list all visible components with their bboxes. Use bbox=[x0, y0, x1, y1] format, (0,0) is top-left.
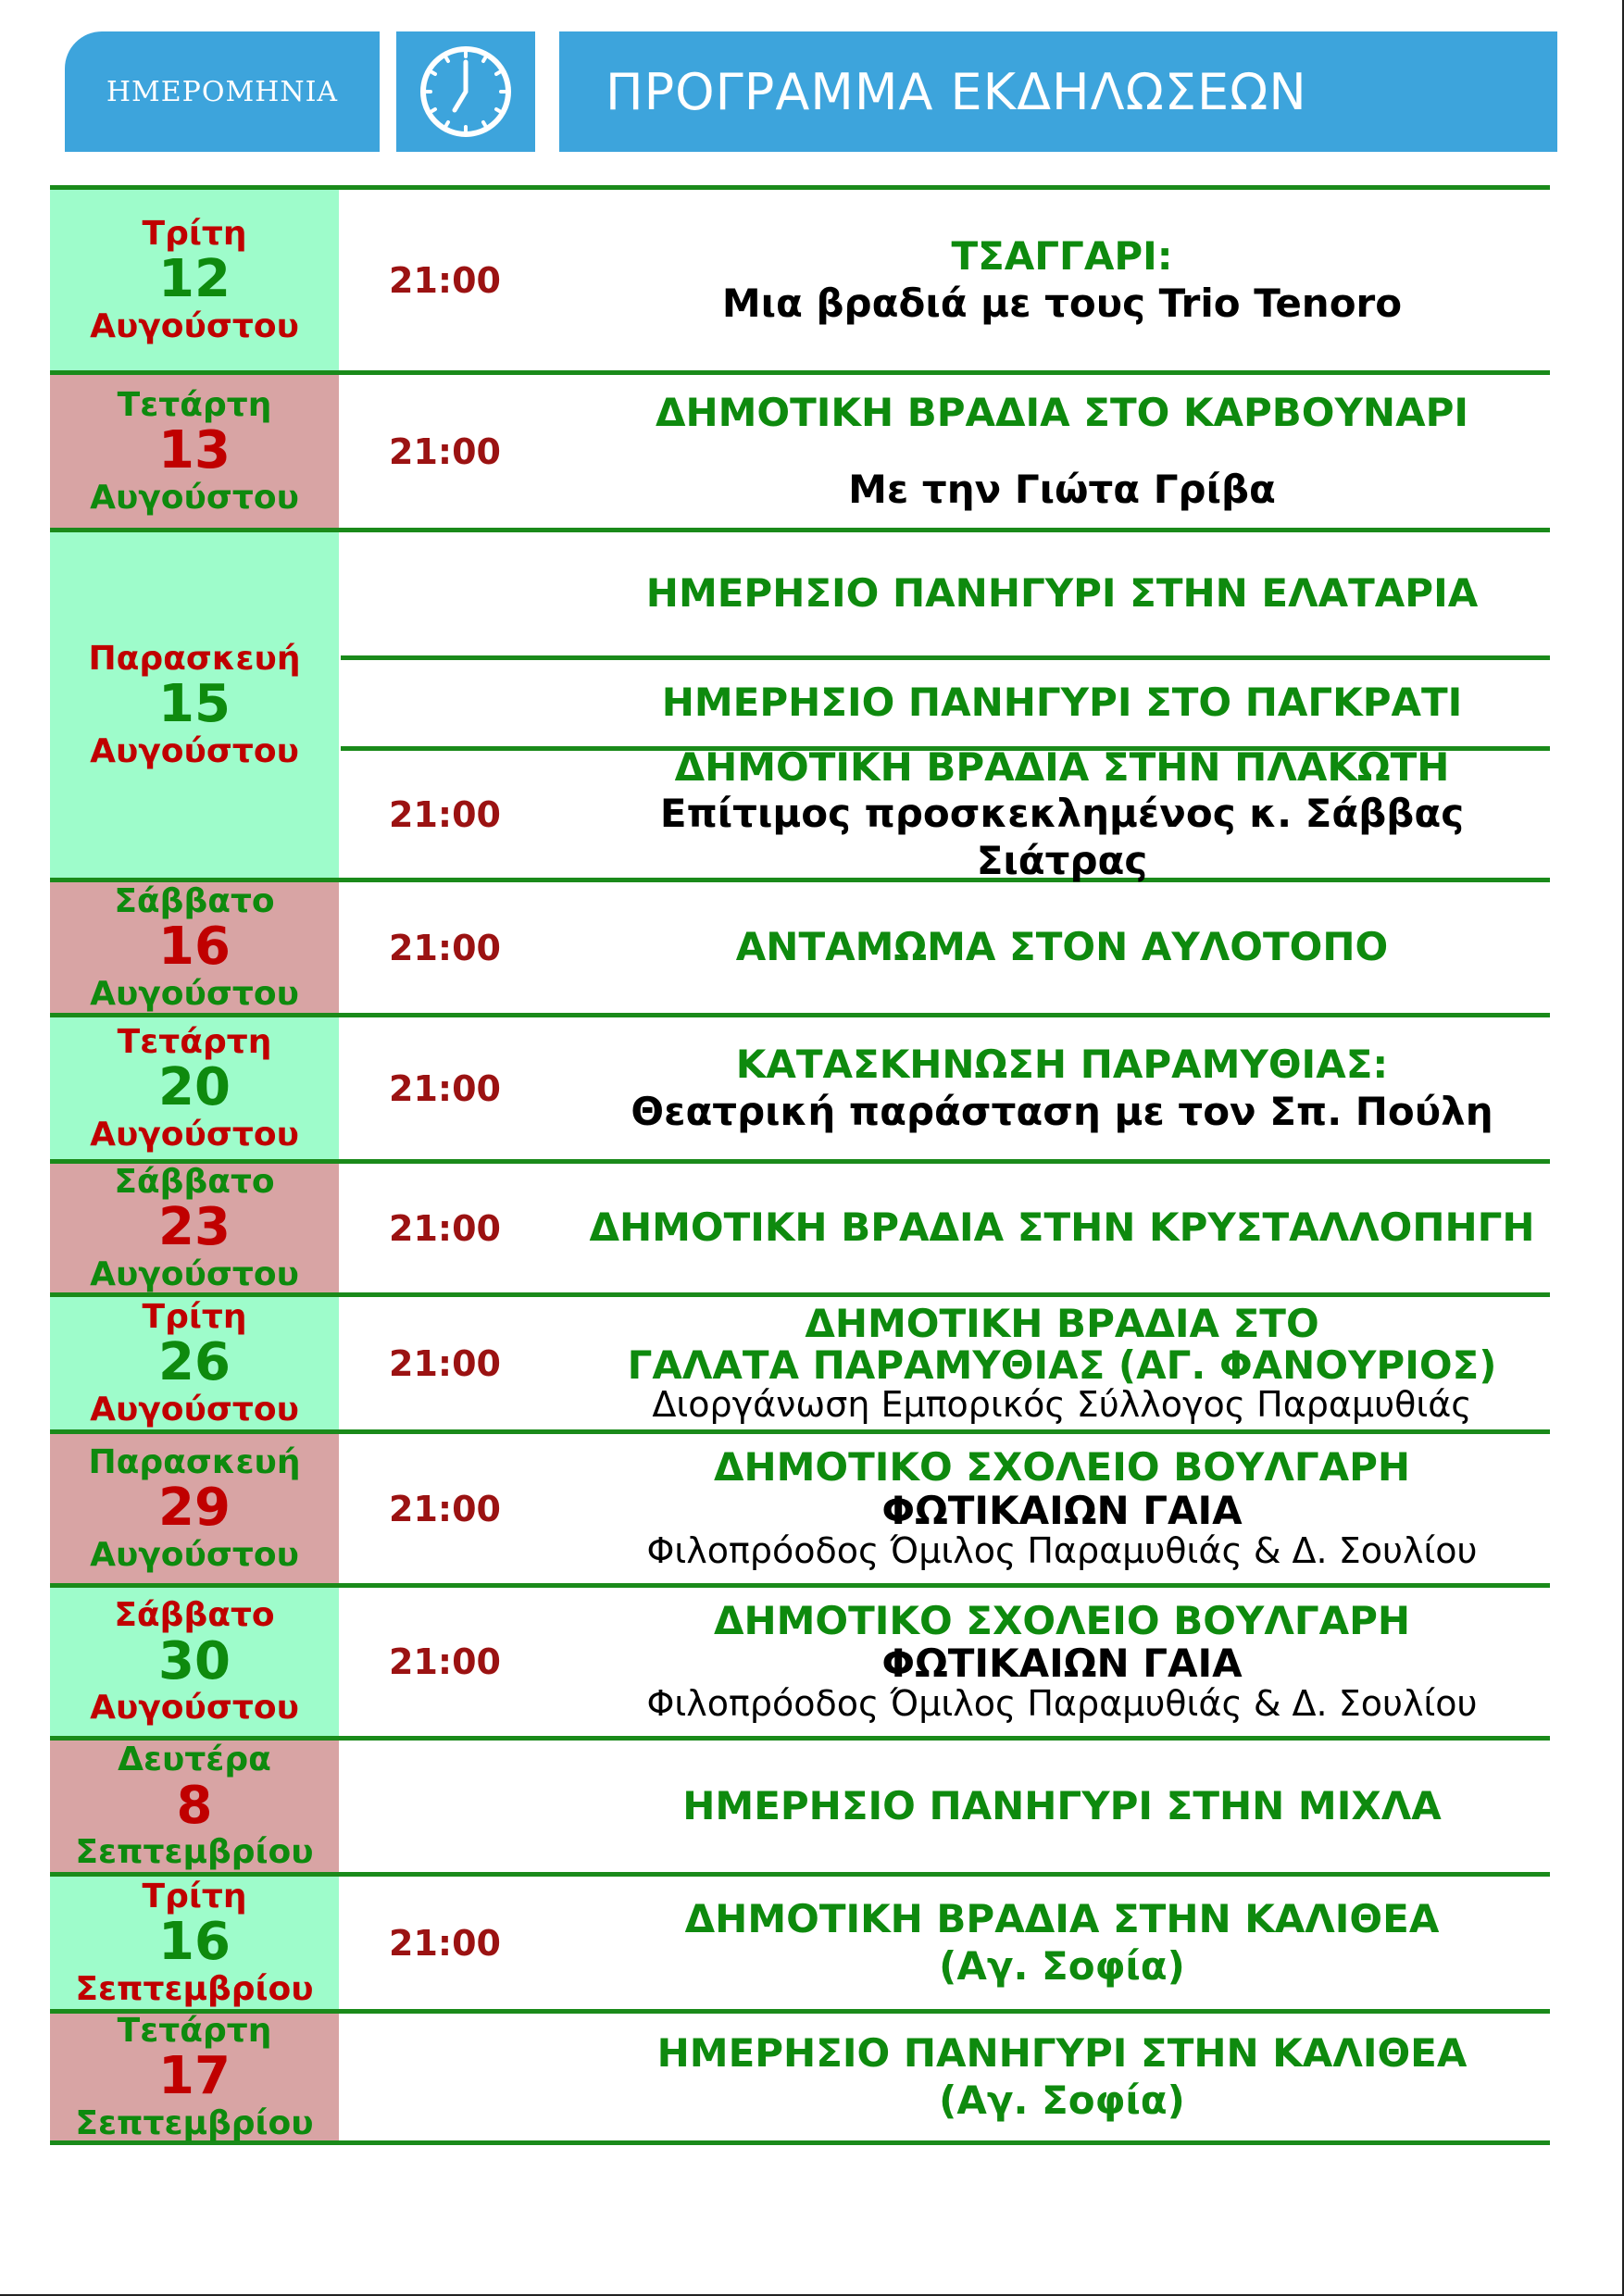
day-name: Τετάρτη bbox=[117, 2011, 272, 2050]
event-subtitle: ΦΩΤΙΚΑΙΩΝ ΓΑΙΑ bbox=[881, 1487, 1243, 1533]
event-time: 21:00 bbox=[389, 1922, 501, 1964]
date-cell bbox=[50, 1297, 339, 1429]
day-name: Παρασκευή bbox=[88, 1442, 301, 1481]
event-time: 21:00 bbox=[389, 1207, 501, 1249]
date-label-text: ΗΜΕΡΟΜΗΝΙΑ bbox=[106, 75, 339, 108]
month-name: Αυγούστου bbox=[90, 1390, 299, 1429]
day-name: Σάββατο bbox=[114, 1162, 275, 1201]
event-cell bbox=[574, 1164, 1550, 1292]
day-number: 16 bbox=[158, 1912, 231, 1973]
page-title: ΠΡΟΓΡΑΜΜΑ ΕΚΔΗΛΩΣΕΩΝ bbox=[606, 62, 1307, 121]
day-name: Τρίτη bbox=[142, 214, 247, 253]
day-number: 20 bbox=[158, 1057, 231, 1118]
event-title-line2: (Αγ. Σοφία) bbox=[939, 2077, 1185, 2123]
event-cell bbox=[574, 532, 1550, 655]
day-name: Δευτέρα bbox=[118, 1741, 271, 1779]
event-cell bbox=[574, 1297, 1550, 1429]
event-cell bbox=[574, 660, 1550, 746]
event-time: 21:00 bbox=[389, 1641, 501, 1682]
event-title-line2: (Αγ. Σοφία) bbox=[939, 1942, 1185, 1989]
date-cell bbox=[50, 1017, 339, 1159]
event-cell bbox=[574, 190, 1550, 370]
event-cell bbox=[574, 1434, 1550, 1583]
event-title: ΔΗΜΟΤΙΚΟ ΣΧΟΛΕΙΟ ΒΟΥΛΓΑΡΗ bbox=[713, 1444, 1411, 1491]
month-name: Σεπτεμβρίου bbox=[75, 2103, 314, 2142]
event-note: Διοργάνωση Εμπορικός Σύλλογος Παραμυθιάς bbox=[652, 1384, 1472, 1426]
day-number: 26 bbox=[158, 1332, 231, 1393]
event-time: 21:00 bbox=[389, 1067, 501, 1109]
event-time: 21:00 bbox=[389, 430, 501, 472]
date-cell bbox=[50, 882, 339, 1013]
day-number: 15 bbox=[158, 674, 231, 735]
day-name: Παρασκευή bbox=[88, 639, 301, 678]
header-clock bbox=[396, 31, 535, 152]
event-title: ΗΜΕΡΗΣΙΟ ΠΑΝΗΓΥΡΙ ΣΤΗΝ ΚΑΛΙΘΕΑ bbox=[656, 2030, 1468, 2077]
day-number: 16 bbox=[158, 917, 231, 978]
day-name: Τετάρτη bbox=[117, 385, 272, 424]
event-time: 21:00 bbox=[389, 1342, 501, 1384]
day-number: 13 bbox=[158, 420, 231, 481]
event-cell bbox=[574, 375, 1550, 528]
date-cell bbox=[50, 532, 339, 878]
date-cell bbox=[50, 1877, 339, 2009]
date-cell bbox=[50, 190, 339, 370]
event-title: ΔΗΜΟΤΙΚΗ ΒΡΑΔΙΑ ΣΤΗΝ ΚΡΥΣΤΑΛΛΟΠΗΓΗ bbox=[589, 1204, 1535, 1251]
event-title: ΔΗΜΟΤΙΚΟ ΣΧΟΛΕΙΟ ΒΟΥΛΓΑΡΗ bbox=[713, 1597, 1411, 1643]
event-subtitle: Μια βραδιά με τους Trio Tenoro bbox=[721, 280, 1403, 326]
clock-icon bbox=[414, 40, 518, 144]
month-name: Σεπτεμβρίου bbox=[75, 1969, 314, 2008]
event-title: ΔΗΜΟΤΙΚΗ ΒΡΑΔΙΑ ΣΤΟ bbox=[805, 1300, 1319, 1346]
event-cell bbox=[574, 1017, 1550, 1159]
event-time: 21:00 bbox=[389, 793, 501, 835]
event-cell bbox=[574, 1741, 1550, 1872]
month-name: Αυγούστου bbox=[90, 478, 299, 517]
event-cell bbox=[574, 743, 1550, 883]
event-note: Φιλοπρόοδος Όμιλος Παραμυθιάς & Δ. Σουλίου bbox=[646, 1529, 1478, 1571]
date-cell bbox=[50, 1588, 339, 1736]
day-number: 8 bbox=[176, 1775, 213, 1836]
event-subtitle: Με την Γιώτα Γρίβα bbox=[848, 466, 1276, 512]
event-subtitle: Θεατρική παράσταση με τον Σπ. Πούλη bbox=[631, 1088, 1493, 1134]
day-number: 17 bbox=[158, 2046, 231, 2107]
date-cell bbox=[50, 375, 339, 528]
event-title: ΗΜΕΡΗΣΙΟ ΠΑΝΗΓΥΡΙ ΣΤΗΝ ΕΛΑΤΑΡΙΑ bbox=[645, 570, 1479, 617]
event-title: ΔΗΜΟΤΙΚΗ ΒΡΑΔΙΑ ΣΤΗΝ ΚΑΛΙΘΕΑ bbox=[684, 1896, 1440, 1942]
event-title: ΚΑΤΑΣΚΗΝΩΣΗ ΠΑΡΑΜΥΘΙΑΣ: bbox=[735, 1042, 1389, 1088]
date-cell bbox=[50, 1164, 339, 1292]
event-subtitle: Επίτιμος προσκεκλημένος κ. Σάββας Σιάτρας bbox=[659, 791, 1465, 883]
day-number: 12 bbox=[158, 249, 231, 310]
event-time: 21:00 bbox=[389, 259, 501, 301]
event-note: Φιλοπρόοδος Όμιλος Παραμυθιάς & Δ. Σουλίου bbox=[646, 1683, 1478, 1725]
day-number: 30 bbox=[158, 1630, 231, 1691]
event-title: ΔΗΜΟΤΙΚΗ ΒΡΑΔΙΑ ΣΤΗΝ ΠΛΑΚΩΤΗ bbox=[674, 743, 1450, 790]
event-title: ΑΝΤΑΜΩΜΑ ΣΤΟΝ ΑΥΛΟΤΟΠΟ bbox=[735, 924, 1389, 970]
date-cell bbox=[50, 1741, 339, 1872]
date-cell bbox=[50, 2011, 339, 2142]
day-number: 23 bbox=[158, 1197, 231, 1258]
month-name: Σεπτεμβρίου bbox=[75, 1833, 314, 1872]
month-name: Αυγούστου bbox=[90, 1115, 299, 1154]
day-name: Τρίτη bbox=[142, 1877, 247, 1915]
header-date-label bbox=[65, 31, 380, 152]
month-name: Αυγούστου bbox=[90, 306, 299, 345]
month-name: Αυγούστου bbox=[90, 974, 299, 1013]
day-number: 29 bbox=[158, 1478, 231, 1539]
event-title-line2: ΓΑΛΑΤΑ ΠΑΡΑΜΥΘΙΑΣ (ΑΓ. ΦΑΝΟΥΡΙΟΣ) bbox=[627, 1341, 1497, 1388]
event-time: 21:00 bbox=[389, 927, 501, 968]
month-name: Αυγούστου bbox=[90, 1535, 299, 1574]
day-name: Σάββατο bbox=[114, 881, 275, 920]
event-title: ΤΣΑΓΓΑΡΙ: bbox=[951, 233, 1173, 280]
event-title: ΗΜΕΡΗΣΙΟ ΠΑΝΗΓΥΡΙ ΣΤΗΝ ΜΙΧΛΑ bbox=[682, 1782, 1442, 1828]
event-title: ΗΜΕΡΗΣΙΟ ΠΑΝΗΓΥΡΙ ΣΤΟ ΠΑΓΚΡΑΤΙ bbox=[661, 680, 1463, 726]
month-name: Αυγούστου bbox=[90, 731, 299, 770]
day-name: Τρίτη bbox=[142, 1297, 247, 1336]
event-subtitle: ΦΩΤΙΚΑΙΩΝ ΓΑΙΑ bbox=[881, 1641, 1243, 1687]
day-name: Σάββατο bbox=[114, 1596, 275, 1635]
header-title-bar bbox=[559, 31, 1557, 152]
event-cell bbox=[574, 882, 1550, 1013]
event-title: ΔΗΜΟΤΙΚΗ ΒΡΑΔΙΑ ΣΤΟ ΚΑΡΒΟΥΝΑΡΙ bbox=[655, 390, 1468, 436]
day-name: Τετάρτη bbox=[117, 1022, 272, 1061]
event-cell bbox=[574, 1588, 1550, 1736]
event-cell bbox=[574, 1877, 1550, 2009]
event-cell bbox=[574, 2014, 1550, 2140]
date-cell bbox=[50, 1434, 339, 1583]
event-time: 21:00 bbox=[389, 1488, 501, 1529]
month-name: Αυγούστου bbox=[90, 1254, 299, 1293]
month-name: Αυγούστου bbox=[90, 1689, 299, 1728]
